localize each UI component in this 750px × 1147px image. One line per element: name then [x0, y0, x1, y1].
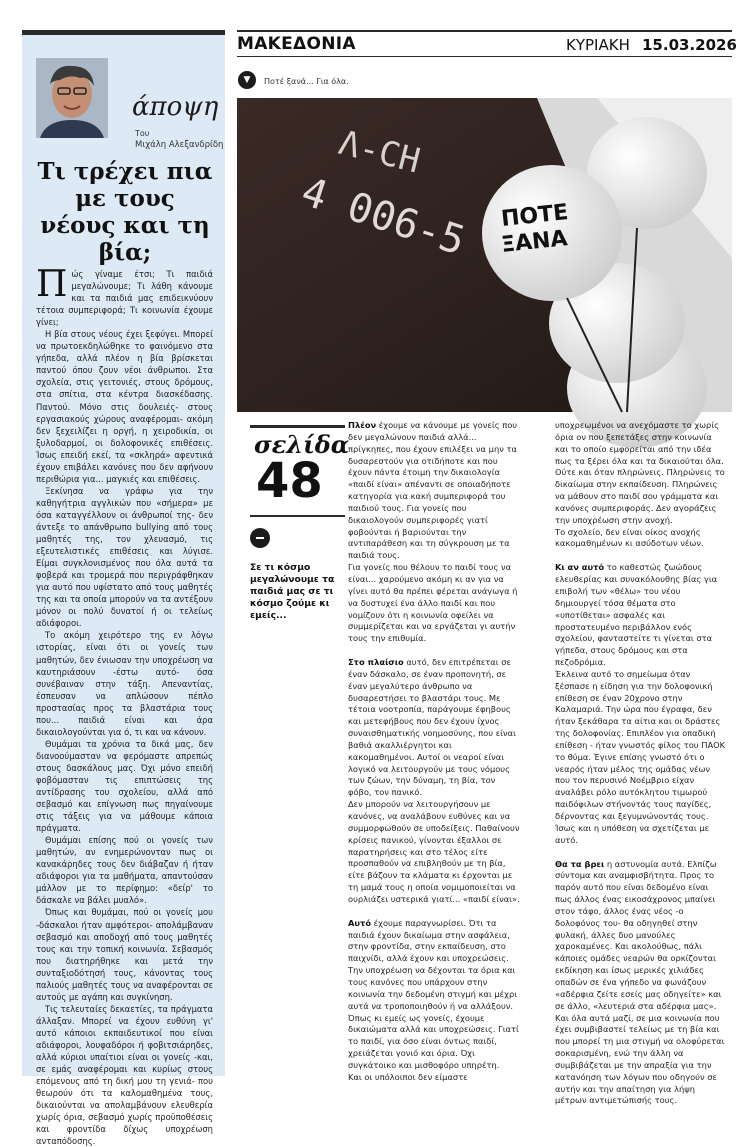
- minus-circle-icon: [250, 528, 270, 548]
- article-photo: [237, 98, 732, 412]
- article-column-2: [348, 420, 520, 1084]
- page-number: 48: [256, 453, 323, 509]
- newspaper-name: ΜΑΚΕΔΟΝΙΑ: [237, 34, 356, 54]
- body-paragraph: Στο πλαίσιο αυτό, δεν επιτρέπεται σε έναν δάσκαλο, σε έναν προπονητή, σε έναν μεγαλύτερο άνθρωπο να δυσαρεστήσει το βλαστάρι τους. Με τέτοια νοοτροπία, παράγουμε έφηβους και μετεφήβους που δεν έχουν ίχνος συναισθηματικής νοημοσύνης, που είναι βαθιά ακαλλιέργητοι και κακομαθημένοι. Αυτοί οι νεαροί είναι λογικό να λειτουργούν με τους νόμους των ζώων, την δύναμη, τη βία, τον φόβο, τον πανικό.: [348, 657, 516, 798]
- author-name: Μιχάλη Αλεξανδρίδη: [135, 140, 224, 150]
- body-paragraph: Έκλεινα αυτό το σημείωμα όταν ξέσπασε η είδηση για την δολοφονική επίθεση σε έναν 20χρονο στην Καλαμαριά. Την ώρα που έγραφα, δεν ήταν ξεκάθαρα τα αίτια και οι δράστες της δολοφονίας. Επιπλέον για οπαδική επίθεση - ήταν γνωστός φίλος του ΠΑΟΚ το θύμα. Έγινε επίσης γνωστό ότι ο νεαρός ήταν μέλος της ομάδας νέων που τον περυσινό Νοέμβριο είχαν αναλάβει ρόλο αυτόκλητου τιμωρού παιδόφιλων στήνοντάς τους παγίδες, δέρνοντας και ξεγυμνώνοντάς τους. Ίσως και η υπόθεση να σχετίζεται με αυτό.: [555, 668, 726, 845]
- down-triangle-icon: ▼: [238, 71, 256, 89]
- author-prefix: Του: [135, 129, 150, 138]
- header-rule-bottom: [237, 56, 732, 57]
- body-paragraph: Δεν μπορούν να λειτουργήσουν με κανόνες, να αναλάβουν ευθύνες και να συμμορφωθούν σε υποδείξεις. Παθαίνουν κρίσεις πανικού, γίνονται έξαλλοι σε παρατηρήσεις και στο τέλος είτε προσπαθούν να επιβληθούν με τη βία, είτε βάζουν τα κλάματα κι έρχονται με τη μαμά τους η οποία νομιμοποιείται να ουρλιάζει υστερικά γιατί... «παιδί είναι».: [348, 799, 520, 904]
- dropcap: Π: [36, 264, 68, 305]
- header-rule-top: [237, 30, 732, 32]
- pull-quote: Σε τι κόσμο μεγαλώνουμε τα παιδιά μας σε τι κόσμο ζούμε κι εμείς...: [250, 562, 335, 621]
- body-paragraph: Το σχολείο, δεν είναι οίκος ανοχής κακομαθημένων κι ασύδοτων νέων.: [555, 526, 704, 549]
- balloon-text-line1: ΠΟΤΕ: [500, 200, 570, 232]
- body-paragraph: υποχρεωμένοι να ανεχόμαστε το χωρίς όρια ον που ξεπετάξες στην κοινωνία και το οποίο εμφορείται από την ιδέα πως τα ξέρει όλα και τα δικαιούται όλα. Ούτε και όταν πληρώνεις. Πληρώνεις το δικαίωμα στην εκπαίδευση. Πληρώνεις να μάθουν στο παιδί σου γράμματα και κανόνες συμπεριφοράς. Δεν αγοράζεις την υποχρέωση στην ανοχή.: [555, 420, 725, 525]
- article-headline: Τι τρέχει πια με τους νέους και τη βία;: [37, 158, 213, 266]
- balloon-text-line2: ΞΑΝΑ: [500, 226, 569, 258]
- wall-numbers: 4 006-5: [295, 168, 471, 265]
- section-slogan: Ποτέ ξανά... Για όλα.: [264, 77, 349, 86]
- body-paragraph: Για γονείς που θέλουν το παιδί τους να είναι... χαρούμενο ακόμη κι αν για να γίνει αυτό θα πρέπει φέρεται ανάγωγα ή να δυστυχεί ένα άλλο παιδί και που νομίζουν ότι η κοινωνία οφείλει να συμμερίζεται και να εργάζεται γι αυτήν τους την επιθυμία.: [348, 562, 518, 644]
- body-paragraph: Κι αν αυτό το καθεστώς ζωώδους ελευθερίας και συνακόλουθης βίας για επιβολή των «θέλω» του νέου δημιουργεί τόσα θέματα στο «υποτίθεται» ασφαλές και προστατευμένο περιβάλλον ενός σχολείου, φανταστείτε τι γίνεται στα γήπεδα, στους δρόμους και στα πεζοδρόμια.: [555, 562, 718, 668]
- page-word: σελίδα: [254, 430, 350, 459]
- body-paragraph: Θυμάμαι τα χρόνια τα δικά μας, δεν διανοούμασταν να φερόμαστε απρεπώς στους δασκάλους μας. Όχι μόνο επειδή φοβόμασταν τις επιπτώσεις της αντίδρασης του σχολείου, αλλά από σεβασμό και επίγνωση πως πηγαίνουμε στις τάξεις για να μάθουμε κάποια πράγματα.: [36, 738, 213, 834]
- body-paragraph: Και όλα αυτά μαζί, σε μια κοινωνία που έχει συμβιβαστεί τελείως με τη βία και που μπορεί τη μια στιγμή να ολοφύρεται σοκαρισμένη, ενώ την άλλη να συμβιβάζεται με την απραξία για την κατανόηση των λόγων που οδηγούν σε αυτήν και την απαίτηση για λήψη μέτρων αντιμετώπισής τους.: [555, 1012, 725, 1106]
- body-paragraph: Αυτό έχουμε παραγνωρίσει. Ότι τα παιδιά έχουν δικαίωμα στην ασφάλεια, στην φροντίδα, στην εκπαίδευση, στο παιχνίδι, αλλά έχουν και υποχρεώσεις. Την υποχρέωση να δέχονται τα όρια και τους κανόνες που υπάρχουν στην κοινωνία την δεδομένη στιγμή και μέχρι αυτά να τροποποιηθούν ή να αλλάξουν. Όπως κι εμείς ως γονείς, έχουμε δικαιώματα αλλά και υποχρεώσεις. Γιατί το παιδί, για όσο είναι όντως παιδί, χρειάζεται γονιό και όρια. Όχι συγκάτοικο και μισθοφόρο υπηρέτη.: [348, 917, 519, 1070]
- article-column-3: [555, 420, 727, 1107]
- body-paragraph: Θυμάμαι επίσης πού οι γονείς των μαθητών, αν ενημερώνονταν πως οι κανακάρηδες τους δεν διάβαζαν ή ήταν αδιάφοροι για τα μαθήματα, απαντούσαν μάλλον με το περίφημο: «δείρ' το δάσκαλε να βάλει μυαλό».: [36, 835, 213, 906]
- body-paragraph: Πώς γίναμε έτσι; Τι παιδιά μεγαλώνουμε; Τι λάθη κάνουμε και τα παιδιά μας επιδεικνύουν τέτοια συμπεριφορά; Τι κοινωνία έχουμε γίνει;: [36, 264, 213, 328]
- page-box-rule-bottom: [250, 515, 345, 517]
- left-article-body: [36, 264, 213, 1147]
- body-paragraph: Όπως και θυμάμαι, πού οι γονείς μου -δάσκαλοι ήταν αμφότεροι- απολάμβαναν σεβασμό και αποδοχή από τους μαθητές τους και την τοπική κοινωνία. Σεβασμός που διατηρήθηκε και μετά την συνταξιοδότησή τους, κάνοντας τους παλιούς μαθητές τους να αναφέρονται σε αυτούς με αγάπη και συγκίνηση.: [36, 907, 213, 1002]
- body-paragraph: Ξεκίνησα να γράφω για την καθηγήτρια αγγλικών που «σήμερα» με όσα καταγγέλλουν οι άνθρωποί της- δεν άντεξε το απάνθρωπο bullying από τους μαθητές της, τον χλευασμό, τις εξευτελιστικές επιθέσεις και λύγισε. Είμαι συγκλονισμένος που όλα αυτά τα φοβερά και τρομερά που περιγράφθηκαν για αυτό που υφίστατο από τους μαθητές της και τα οποία μπορούν να τα αντέξουν μόνον οι πολύ δυνατοί ή οι τελείως αδιάφοροι.: [36, 485, 213, 629]
- issue-day: ΚΥΡΙΑΚΗ: [566, 36, 630, 54]
- wall-letters: Λ-CH: [334, 122, 424, 182]
- author-photo: [36, 58, 108, 138]
- body-paragraph: Και οι υπόλοιποι δεν είμαστε: [348, 1071, 468, 1082]
- opinion-column: [22, 30, 225, 1147]
- issue-date: 15.03.2026: [642, 36, 737, 54]
- body-paragraph: Η βία στους νέους έχει ξεφύγει. Μπορεί να πρωτοεκδηλώθηκε το φαινόμενο στα γήπεδα, αλλά πλέον η βία βρίσκεται παντού όπου ζουν νέοι άνθρωποι. Στα σχολεία, στις γειτονιές, στους δρόμους, στα σπίτια, στα κέντρα διασκέδασης. Παντού. Μόνο στις δουλειές- στους εργασιακούς χώρους αναφέρομαι- ακόμη δεν ξεχειλίζει η οργή, η χειροδικία, οι ξυλοδαρμοί, οι δολοφονικές επιθέσεις. Ίσως επειδή εκεί, τα «σκληρά» αφεντικά έχουν επιβάλει κανόνες που δεν αφήνουν περιθώρια για... μαγκιές και επιθέσεις.: [36, 329, 213, 484]
- body-paragraph: Τις τελευταίες δεκαετίες, τα πράγματα άλλαξαν. Μπορεί να έχουν ευθύνη γι' αυτό κάποιοι εκπαιδευτικοί που είναι αδιάφοροι, λουφαδόροι ή φοβιτσιάρηδες, αλλά κύριοι υπαίτιοι είναι οι γονείς -και, σε εμάς αναφέρομαι και κυρίως στους επόμενους από τη δική μου τη γενιά- που θεωρούν ότι τα καλομαθημένα τους, δικαιούνται να απολαμβάνουν ελευθερία χωρίς όρια, σεβασμό χωρίς προϋποθέσεις και φροντίδα δίχως υποχρέωση ανταπόδοσης.: [36, 1003, 213, 1147]
- page-box-rule: [250, 425, 345, 428]
- body-paragraph: Το ακόμη χειρότερο της εν λόγω ιστορίας, είναι ότι οι γονείς των μαθητών, δεν ένιωσαν την υποχρέωση να καυτηριάσουν -έστω αυτό- όσα συνέβαιναν στην τάξη. Απεναντίας, έσπευσαν να απλώσουν πέπλο προστασίας προς τα βλαστάρια τους που... παιδιά είναι και άρα δικαιολογούνται για ό, τι και να κάνουν.: [36, 630, 213, 737]
- column-name: άποψη: [132, 92, 219, 122]
- body-paragraph: Θα τα βρει η αστυνομία αυτά. Ελπίζω σύντομα και αναμφισβήτητα. Προς το παρόν αυτό που είναι δεδομένο είναι πως άλλος ένας εικοσάχρονος μπαίνει στον τάφο, άλλος ένας νέος -ο δολοφόνος του- θα οδηγηθεί στην φυλακή, άλλες δυο μανούλες χαροκαμένες. Και ακολούθως, πάλι κάποιες ομάδες νεαρών θα ορκίζονται εκδίκηση και ίσως μερικές χιλιάδες οπαδών σε ένα γήπεδο να φωνάζουν «αδέρφια ζείτε εσείς μας οδηγείτε» και σε άλλο, «λευτεριά στα αδέρφια μας».: [555, 858, 722, 1011]
- body-paragraph: Πλέον έχουμε να κάνουμε με γονείς που δεν μεγαλώνουν παιδιά αλλά... πρίγκηπες, που έχουν επιλέξει να μην τα δυσαρεστούν για οτιδήποτε και που έχουν πάντα έτοιμη την δικαιολογία «παιδί είναι» απέναντι σε οποιαδήποτε κατηγορία για κακή συμπεριφορά του παιδιού τους. Για γονείς που δικαιολογούν συμπεριφορές γιατί φοβούνται ή βαριούνται την αντιπαράθεση και τη σύγκρουση με τα παιδιά τους.: [348, 420, 518, 561]
- column-top-rule: [22, 30, 225, 35]
